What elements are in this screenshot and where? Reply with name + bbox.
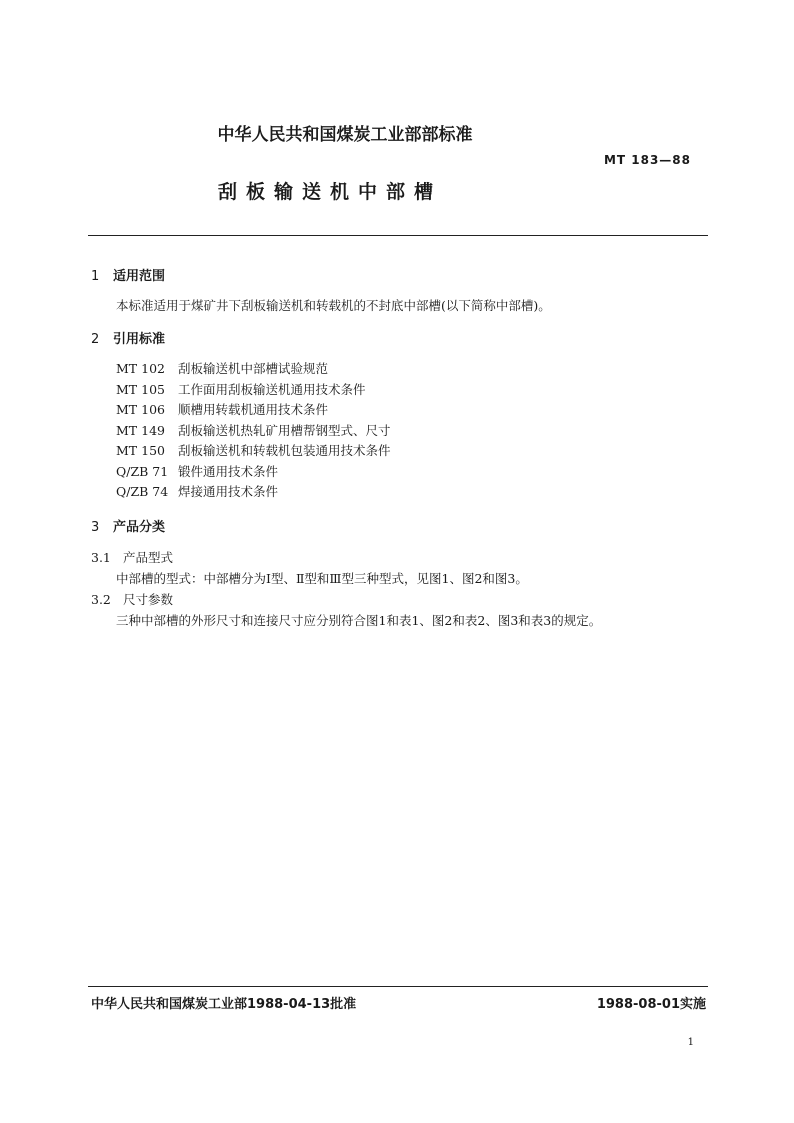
- list-item: [116, 380, 391, 401]
- footer-divider: [88, 986, 708, 987]
- section-1-text: 本标准适用于煤矿井下刮板输送机和转载机的不封底中部槽(以下简称中部槽)。: [116, 298, 551, 313]
- list-item: [116, 482, 391, 503]
- reference-code: Q/ZB 71: [116, 463, 169, 479]
- approval-line: 中华人民共和国煤炭工业部1988-04-13批准: [91, 997, 357, 1012]
- section-number: 3: [91, 520, 100, 535]
- subsection-3-2-heading: [91, 590, 173, 608]
- reference-code: MT 105: [116, 381, 165, 397]
- section-1-heading: [91, 265, 165, 284]
- reference-code: MT 150: [116, 443, 165, 458]
- list-item: [116, 421, 391, 442]
- subsection-title: 尺寸参数: [123, 592, 174, 607]
- section-title: 产品分类: [113, 520, 166, 535]
- list-item: [116, 462, 391, 483]
- section-number: 2: [91, 332, 100, 347]
- reference-code: MT 149: [116, 422, 165, 438]
- subsection-3-2-text: 三种中部槽的外形尺寸和连接尺寸应分别符合图1和表1、图2和表2、图3和表3的规定。: [116, 613, 602, 628]
- reference-code: MT 106: [116, 402, 165, 417]
- reference-code: MT 102: [116, 361, 165, 376]
- reference-standards-list: [116, 359, 391, 503]
- reference-code: Q/ZB 74: [116, 484, 169, 499]
- section-number: 1: [91, 269, 100, 284]
- section-title: 引用标准: [113, 332, 166, 347]
- section-3-heading: [91, 516, 165, 535]
- section-2-heading: [91, 328, 165, 347]
- subsection-3-1-text: 中部槽的型式：中部槽分为Ⅰ型、Ⅱ型和Ⅲ型三种型式，见图1、图2和图3。: [116, 571, 528, 586]
- reference-title: 顺槽用转载机通用技术条件: [178, 402, 329, 417]
- standard-code: MT 183—88: [603, 153, 691, 167]
- subsection-number: 3.1: [91, 550, 111, 565]
- issuing-authority: 中华人民共和国煤炭工业部部标准: [217, 125, 473, 145]
- reference-title: 工作面用刮板输送机通用技术条件: [178, 381, 366, 397]
- reference-title: 锻件通用技术条件: [178, 463, 279, 479]
- document-title: 刮板输送机中部槽: [217, 181, 442, 203]
- effective-date: 1988-08-01实施: [596, 997, 706, 1012]
- reference-title: 刮板输送机中部槽试验规范: [178, 361, 329, 376]
- header-divider: [88, 235, 708, 236]
- list-item: [116, 441, 391, 462]
- section-title: 适用范围: [113, 269, 166, 284]
- reference-title: 刮板输送机和转载机包装通用技术条件: [178, 443, 391, 458]
- subsection-number: 3.2: [91, 592, 111, 607]
- reference-title: 焊接通用技术条件: [178, 484, 279, 499]
- list-item: [116, 359, 391, 380]
- reference-title: 刮板输送机热轧矿用槽帮钢型式、尺寸: [178, 422, 391, 438]
- list-item: [116, 400, 391, 421]
- subsection-title: 产品型式: [123, 550, 174, 565]
- page-number: 1: [687, 1037, 694, 1048]
- subsection-3-1-heading: [91, 548, 173, 566]
